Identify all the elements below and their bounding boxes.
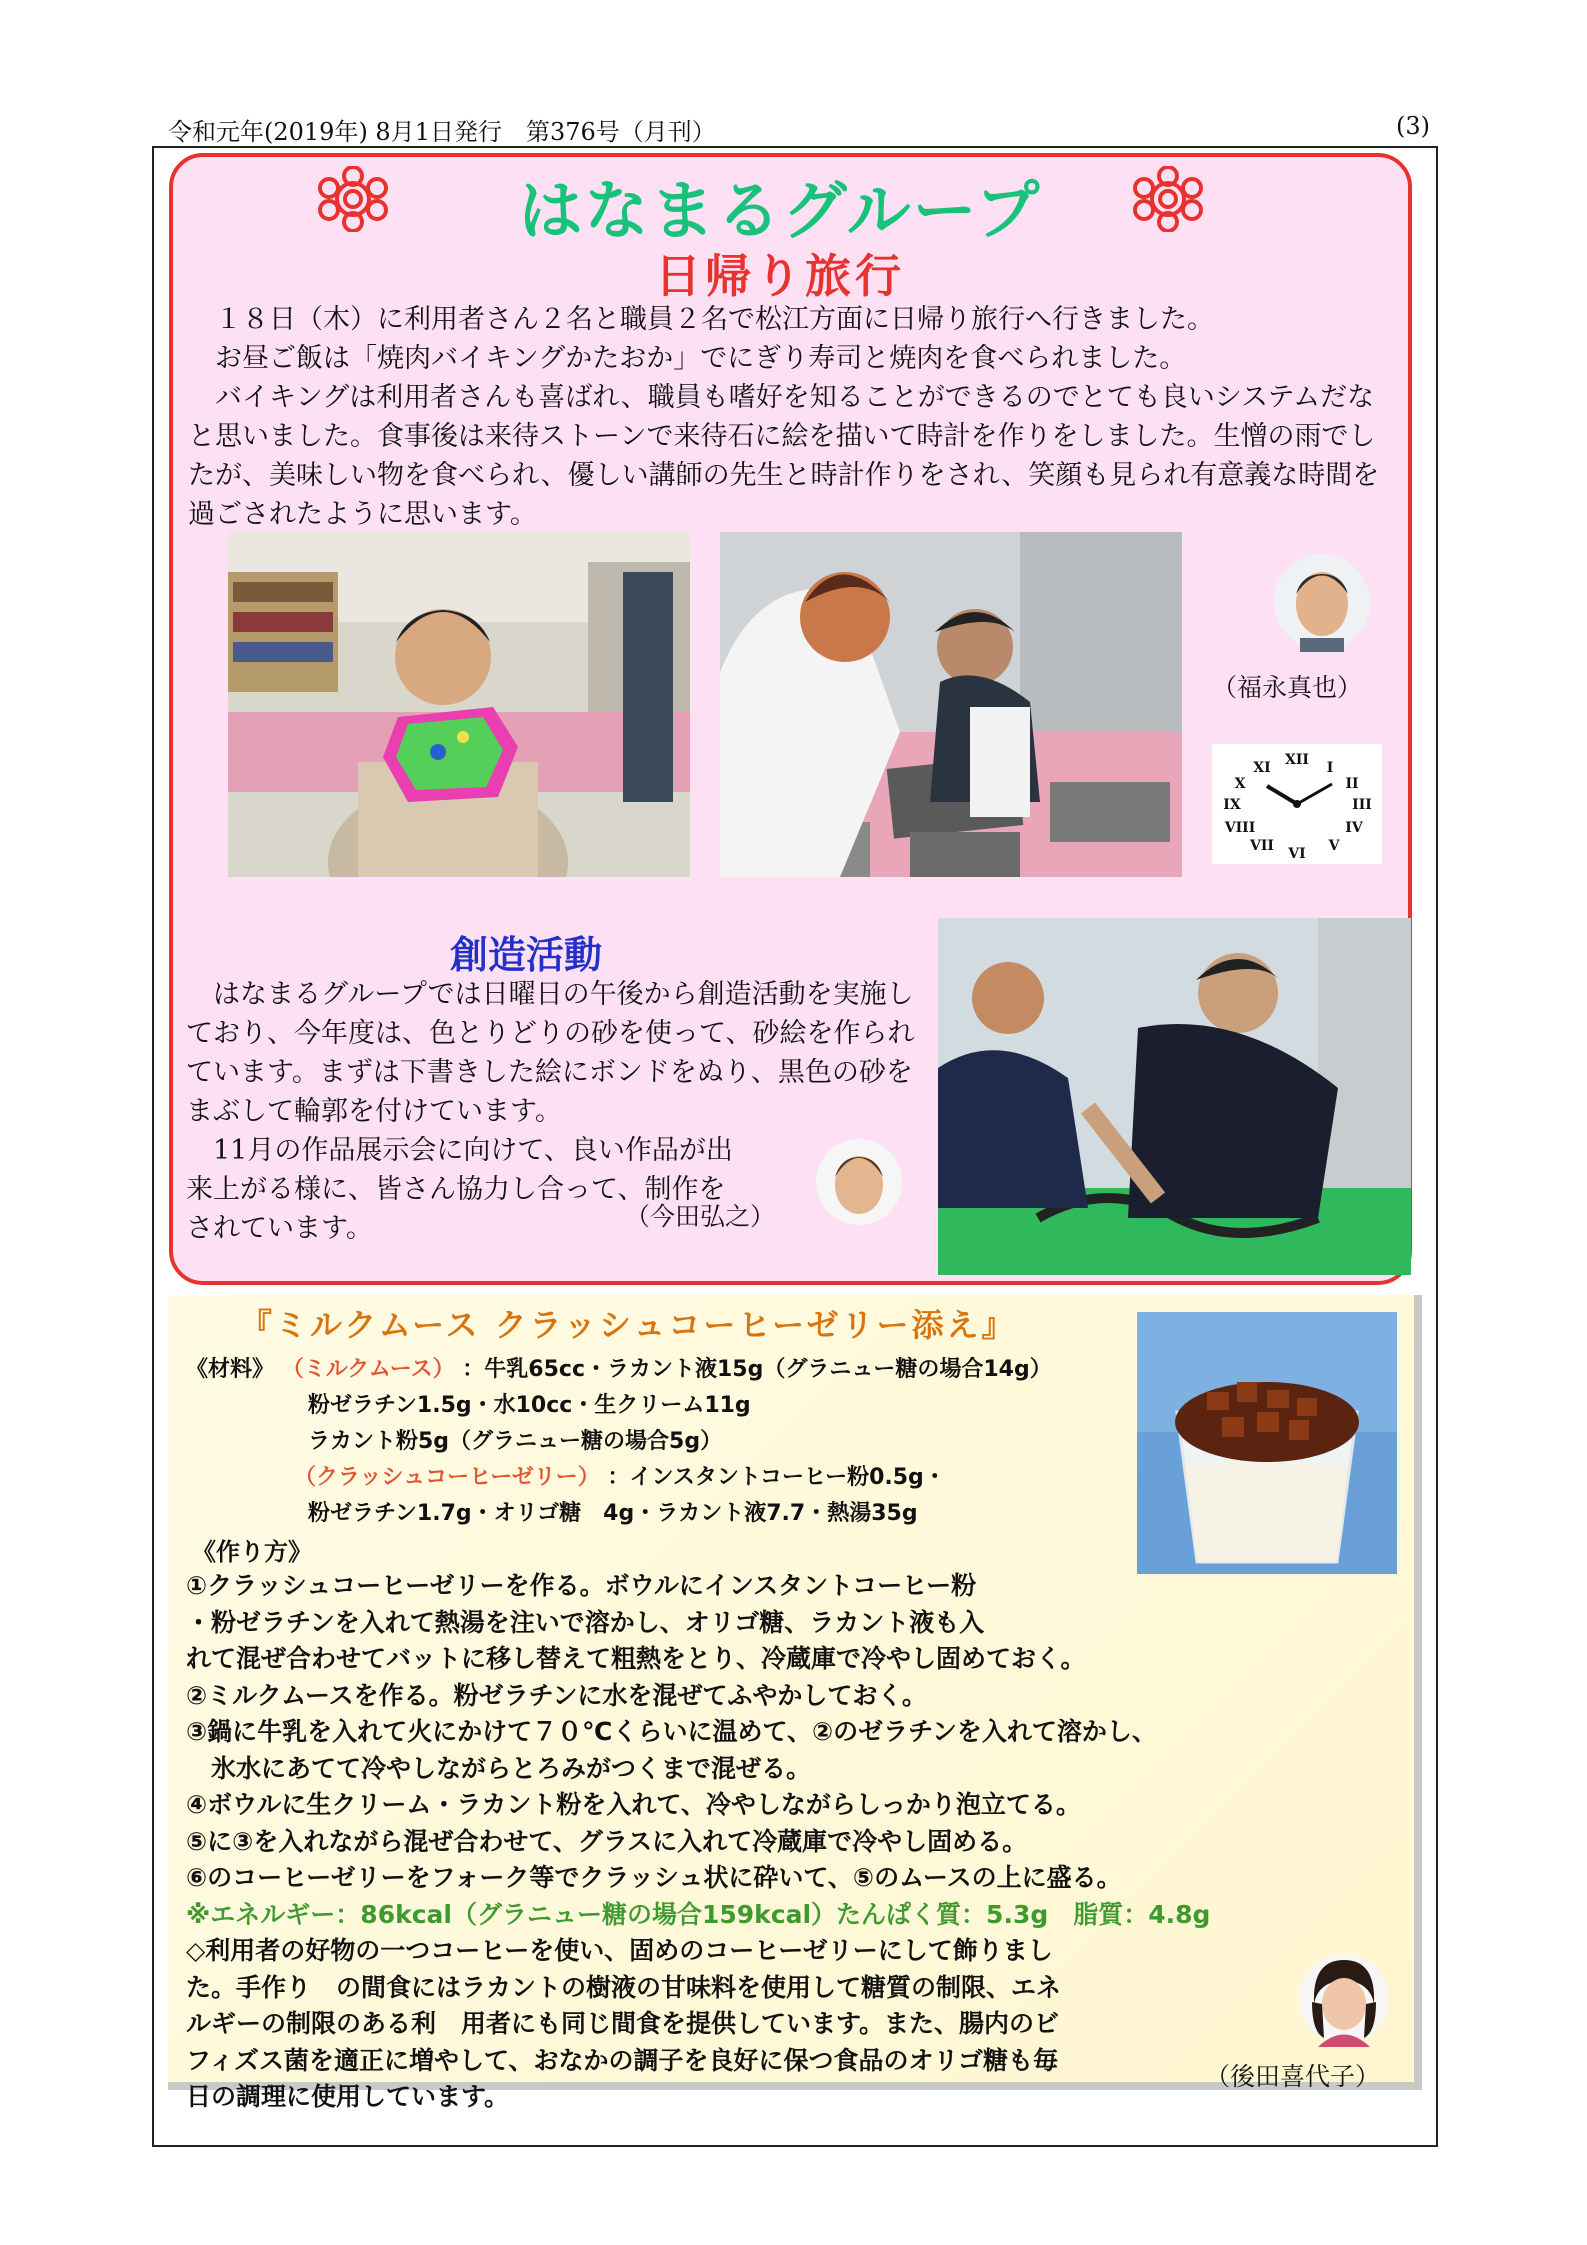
method-label: 《作り方》 [192, 1538, 312, 1566]
clock-icon [1212, 744, 1382, 864]
ingredients-label: 《材料》 [186, 1357, 275, 1382]
page-number: (3) [1396, 112, 1430, 140]
flower-icon [305, 166, 401, 232]
issue-info: 令和元年(2019年) 8月1日発行 第376号（月刊） [168, 118, 716, 146]
svg-text:XI: XI [1253, 760, 1271, 776]
svg-text:IV: IV [1345, 820, 1363, 836]
trip-paragraph: １８日（木）に利用者さん２名と職員２名で松江方面に日帰り旅行へ行きました。 [188, 304, 1214, 335]
author-portrait-fukunaga [1272, 552, 1372, 652]
recipe-step: ①クラッシュコーヒーゼリーを作る。ボウルにインスタントコーヒー粉 [186, 1571, 977, 1600]
recipe-step: ③鍋に牛乳を入れて火にかけて７０℃くらいに温めて、②のゼラチンを入れて溶かし、 [186, 1717, 1157, 1746]
recipe-note: ルギーの制限のある利 用者にも同じ間食を提供しています。また、腸内のビ [186, 2009, 1060, 2038]
recipe-note: ◇利用者の好物の一つコーヒーを使い、固めのコーヒーゼリーにして飾りまし [186, 1936, 1053, 1965]
svg-text:X: X [1234, 776, 1246, 792]
recipe-step: 氷水にあてて冷やしながらとろみがつくまで混ぜる。 [186, 1753, 812, 1783]
mousse-label: （ミルクムース） [281, 1357, 455, 1382]
recipe-step: ④ボウルに生クリーム・ラカント粉を入れて、冷やしながらしっかり泡立てる。 [186, 1790, 1081, 1819]
trip-article [188, 300, 1398, 534]
svg-text:I: I [1326, 760, 1334, 776]
recipe-step: ・粉ゼラチンを入れて熱湯を注いで溶かし、オリゴ糖、ラカント液も入 [186, 1607, 985, 1637]
mousse-ingredients: ラカント粉5g（グラニュー糖の場合5g） [308, 1429, 723, 1454]
recipe-note: 日の調理に使用しています。 [186, 2082, 510, 2111]
jelly-row [186, 1460, 1146, 1496]
activity-paragraph: 11月の作品展示会に向けて、良い作品が出来上がる様に、皆さん協力し合って、制作をされています。 [186, 1135, 733, 1244]
svg-text:VII: VII [1250, 838, 1274, 854]
author-portrait-imada [815, 1137, 903, 1227]
svg-text:VIII: VIII [1224, 820, 1256, 836]
mousse-ingredients: 粉ゼラチン1.5g・水10cc・生クリーム11g [308, 1393, 751, 1418]
author-imada: （今田弘之） [625, 1202, 776, 1231]
activity-paragraph: はなまるグループでは日曜日の午後から創造活動を実施しており、今年度は、色とりどりの砂を使って、砂絵を作られています。まずは下書きした絵にボンドをぬり、黒色の砂をまぶして輪郭を付けています。 [186, 979, 915, 1127]
svg-text:II: II [1345, 776, 1359, 792]
svg-text:XII: XII [1285, 752, 1309, 768]
recipe-step: ②ミルクムースを作る。粉ゼラチンに水を混ぜてふやかしておく。 [186, 1680, 927, 1710]
author-portrait-ushiroda [1298, 1952, 1390, 2047]
sand-art-photo [938, 918, 1411, 1275]
trip-paragraph: バイキングは利用者さんも喜ばれ、職員も嗜好を知ることができるのでとても良いシステムだなと思いました。食事後は来待ストーンで来待石に絵を描いて時計を作りをしました。生憎の雨でしたが、美味しい物を食べられ、優しい講師の先生と時計作りをされ、笑顔も見られ有意義な時間を過ごされたように思います。 [188, 382, 1380, 530]
ingredients-row [186, 1352, 1146, 1388]
recipe-step: ⑥のコーヒーゼリーをフォーク等でクラッシュ状に砕いて、⑤のムースの上に盛る。 [186, 1863, 1122, 1892]
dessert-photo [1137, 1312, 1397, 1574]
jelly-ingredients: ：インスタントコーヒー粉0.5g・ [607, 1465, 946, 1490]
trip-paragraph: お昼ご飯は「焼肉バイキングかたおか」でにぎり寿司と焼肉を食べられました。 [188, 343, 1187, 374]
recipe-title: 『ミルクムース クラッシュコーヒーゼリー添え』 [240, 1306, 1017, 1344]
recipe-note: た。手作り の間食にはラカントの樹液の甘味料を使用して糖質の制限、エネ [186, 1972, 1062, 2002]
trip-subtitle: 日帰り旅行 [655, 249, 905, 303]
group-title: はなまるグループ [518, 175, 1042, 249]
trip-photo-clock-craft [228, 532, 690, 877]
recipe-step: ⑤に③を入れながら混ぜ合わせて、グラスに入れて冷蔵庫で冷やし固める。 [186, 1826, 1028, 1856]
jelly-ingredients: 粉ゼラチン1.7g・オリゴ糖 4g・ラカント液7.7・熱湯35g [308, 1501, 918, 1526]
creative-activity-heading: 創造活動 [450, 933, 603, 977]
svg-text:VI: VI [1288, 846, 1306, 862]
recipe-note: フィズス菌を適正に増やして、おなかの調子を良好に保つ食品のオリゴ糖も毎 [186, 2045, 1059, 2075]
flower-icon [1120, 166, 1216, 232]
recipe-step: れて混ぜ合わせてバットに移し替えて粗熱をとり、冷蔵庫で冷やし固めておく。 [186, 1644, 1086, 1673]
recipe-ingredients [186, 1352, 1146, 1532]
nutrition-info: ※エネルギー：86kcal（グラニュー糖の場合159kcal）たんぱく質：5.3g 脂質：4.8g [186, 1899, 1211, 1929]
mousse-ingredients: ：牛乳65cc・ラカント液15g（グラニュー糖の場合14g） [462, 1357, 1052, 1382]
svg-text:III: III [1352, 797, 1372, 813]
recipe-steps [186, 1568, 1386, 2116]
author-fukunaga: （福永真也） [1212, 673, 1363, 702]
svg-text:V: V [1328, 838, 1340, 854]
author-ushiroda: （後田喜代子） [1205, 2062, 1381, 2091]
svg-text:IX: IX [1223, 797, 1241, 813]
page-header [168, 112, 1430, 146]
jelly-label: （クラッシュコーヒーゼリー） [294, 1465, 600, 1490]
trip-photo-painting [720, 532, 1182, 877]
